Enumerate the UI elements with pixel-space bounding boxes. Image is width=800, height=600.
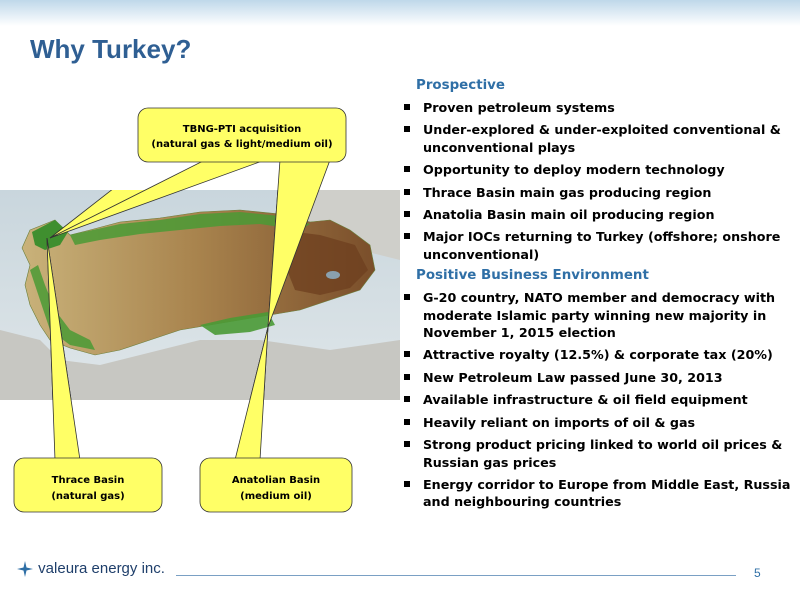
list-item: Proven petroleum systems <box>402 99 794 116</box>
bullet-square-icon <box>404 294 410 300</box>
list-item: Opportunity to deploy modern technology <box>402 161 794 178</box>
thrace-callout-line1: Thrace Basin <box>51 475 125 486</box>
page-number: 5 <box>754 566 761 580</box>
list-item: Strong product pricing linked to world oil prices & Russian gas prices <box>402 436 794 471</box>
bullet-square-icon <box>404 374 410 380</box>
bullet-square-icon <box>404 233 410 239</box>
footer-divider <box>176 575 736 576</box>
list-item: New Petroleum Law passed June 30, 2013 <box>402 369 794 386</box>
business-list <box>402 289 794 510</box>
section-heading-business: Positive Business Environment <box>416 268 649 284</box>
list-item: Anatolia Basin main oil producing region <box>402 206 794 223</box>
bullet-square-icon <box>404 351 410 357</box>
bullet-square-icon <box>404 481 410 487</box>
list-item: Energy corridor to Europe from Middle East, Russia and neighbouring countries <box>402 476 794 511</box>
bullet-square-icon <box>404 189 410 195</box>
list-item: Available infrastructure & oil field equipment <box>402 391 794 408</box>
list-item: G-20 country, NATO member and democracy with moderate Islamic party winning new majority in November 1, 2015 election <box>402 289 794 341</box>
bullet-square-icon <box>404 441 410 447</box>
callouts-layer <box>0 0 400 560</box>
bullet-square-icon <box>404 419 410 425</box>
logo-text: valeura energy inc. <box>38 560 165 577</box>
tbng-callout-line1: TBNG-PTI acquisition <box>182 124 302 135</box>
logo-star-icon <box>16 560 34 578</box>
bullet-square-icon <box>404 104 410 110</box>
list-item: Attractive royalty (12.5%) & corporate tax (20%) <box>402 346 794 363</box>
thrace-callout-line2: (natural gas) <box>51 491 125 502</box>
bullet-square-icon <box>404 396 410 402</box>
list-item: Major IOCs returning to Turkey (offshore; onshore unconventional) <box>402 228 794 263</box>
list-item: Thrace Basin main gas producing region <box>402 184 794 201</box>
bullet-square-icon <box>404 166 410 172</box>
bullets-column <box>402 78 794 516</box>
anatolian-callout-line1: Anatolian Basin <box>231 475 321 486</box>
prospective-list <box>402 99 794 263</box>
bullet-square-icon <box>404 126 410 132</box>
company-logo <box>16 560 165 578</box>
slide-title: Why Turkey? <box>30 34 192 64</box>
tbng-callout-line2: (natural gas & light/medium oil) <box>151 139 333 150</box>
list-item: Under-explored & under-exploited conventional & unconventional plays <box>402 121 794 156</box>
anatolian-callout-line2: (medium oil) <box>240 491 312 502</box>
bullet-square-icon <box>404 211 410 217</box>
list-item: Heavily reliant on imports of oil & gas <box>402 414 794 431</box>
section-heading-prospective: Prospective <box>416 78 505 93</box>
tbng-callout <box>138 108 346 162</box>
